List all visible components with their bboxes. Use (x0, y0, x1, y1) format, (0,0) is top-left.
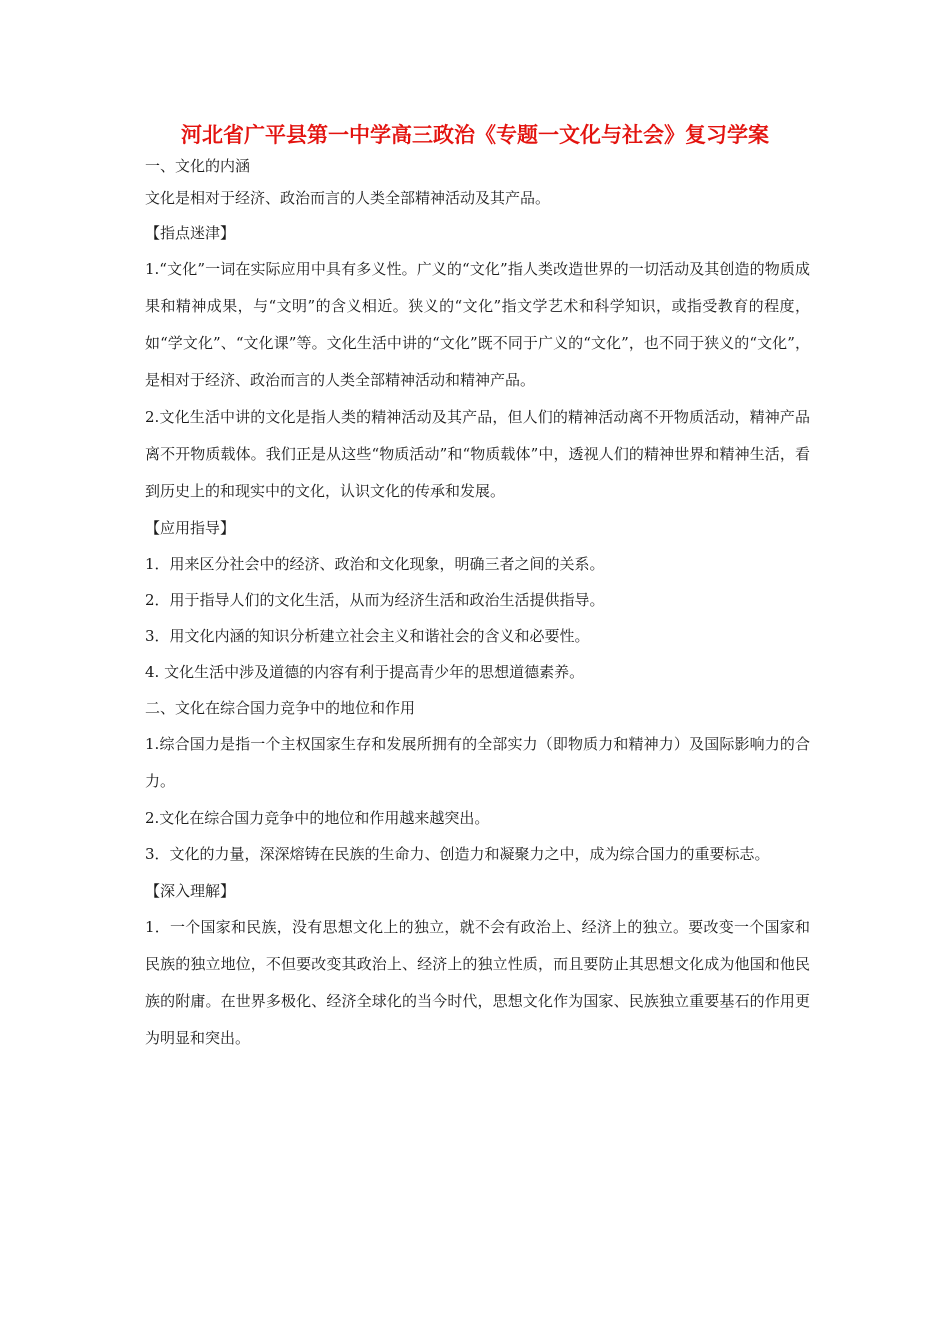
application-item-3: 3．用文化内涵的知识分析建立社会主义和谐社会的含义和必要性。 (145, 627, 590, 645)
document-title: 河北省广平县第一中学高三政治《专题一文化与社会》复习学案 (181, 123, 769, 147)
tag-heading-yingyong: 【应用指导】 (145, 519, 236, 537)
application-item-1: 1．用来区分社会中的经济、政治和文化现象，明确三者之间的关系。 (145, 555, 605, 573)
tag-heading-zhidian: 【指点迷津】 (145, 224, 236, 242)
section-heading-2: 二、文化在综合国力竞争中的地位和作用 (145, 699, 416, 717)
paragraph-culture-spirit: 2.文化生活中讲的文化是指人类的精神活动及其产品，但人们的精神活动离不开物质活动，精神产品离不开物质载体。我们正是从这些“物质活动”和“物质载体”中，透视人们的精神世界和精神生活，看到历史上的和现实中的文化，认识文化的传承和发展。 (145, 408, 810, 500)
paragraph-independence: 1．一个国家和民族，没有思想文化上的独立，就不会有政治上、经济上的独立。要改变一个国家和民族的独立地位，不但要改变其政治上、经济上的独立性质，而且要防止其思想文化成为他国和他民族的附庸。在世界多极化、经济全球化的当今时代，思想文化作为国家、民族独立重要基石的作用更为明显和突出。 (145, 918, 810, 1047)
paragraph-culture-meaning: 1.“文化”一词在实际应用中具有多义性。广义的“文化”指人类改造世界的一切活动及其创造的物质成果和精神成果，与“文明”的含义相近。狭义的“文化”指文学艺术和科学知识，或指受教育的程度，如“学文化”、“文化课”等。文化生活中讲的“文化”既不同于广义的“文化”，也不同于狭义的“文化”，是相对于经济、政治而言的人类全部精神活动和精神产品。 (145, 260, 810, 389)
definition-paragraph: 文化是相对于经济、政治而言的人类全部精神活动及其产品。 (145, 189, 551, 207)
paragraph-culture-status: 2.文化在综合国力竞争中的地位和作用越来越突出。 (145, 809, 490, 827)
document-body (145, 153, 810, 1057)
tag-heading-shenru: 【深入理解】 (145, 882, 236, 900)
section-heading-1: 一、文化的内涵 (145, 157, 251, 175)
application-item-2: 2．用于指导人们的文化生活，从而为经济生活和政治生活提供指导。 (145, 591, 605, 609)
paragraph-culture-power: 3．文化的力量，深深熔铸在民族的生命力、创造力和凝聚力之中，成为综合国力的重要标志。 (145, 845, 770, 863)
paragraph-national-power: 1.综合国力是指一个主权国家生存和发展所拥有的全部实力（即物质力和精神力）及国际影响力的合力。 (145, 735, 810, 790)
application-item-4: 4. 文化生活中涉及道德的内容有利于提高青少年的思想道德素养。 (145, 663, 585, 681)
